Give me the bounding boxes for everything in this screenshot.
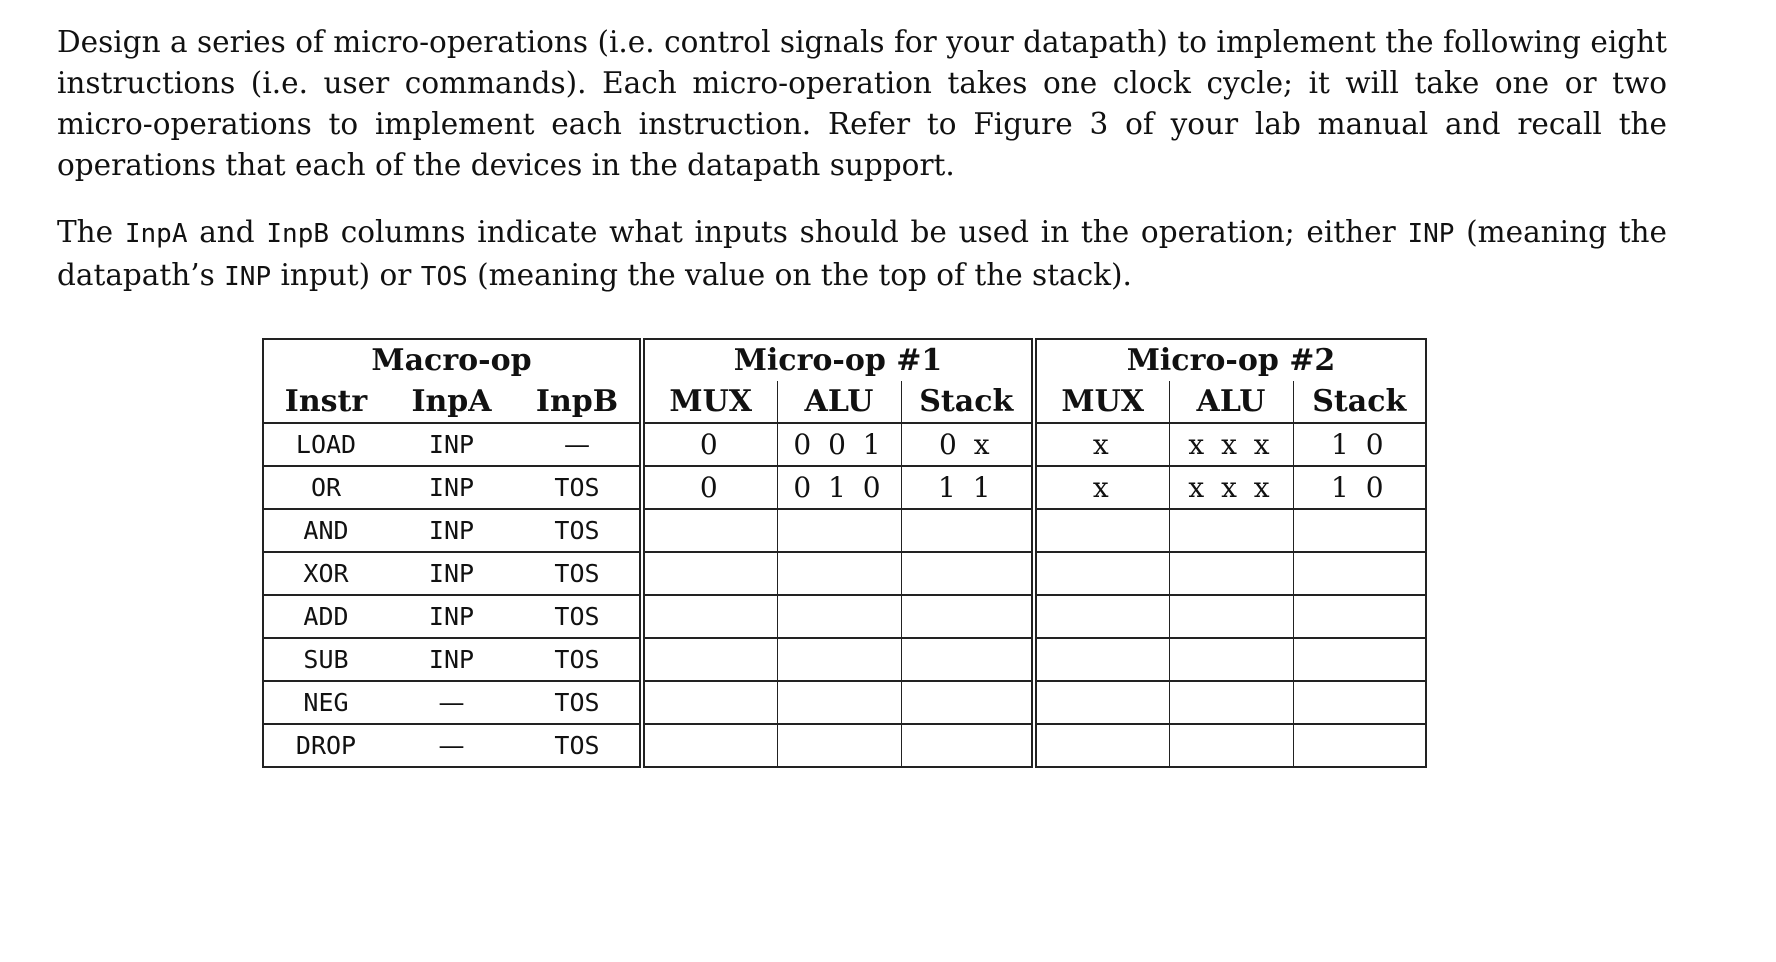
micro-op-table-wrapper (262, 338, 1427, 768)
cell-stack2[interactable] (1293, 509, 1426, 552)
cell-stack1[interactable] (901, 595, 1034, 638)
cell-inpa: INP (388, 595, 515, 638)
cell-mux2[interactable] (1034, 509, 1169, 552)
table-row (263, 466, 1426, 509)
cell-inpb: TOS (515, 466, 642, 509)
cell-inpa: INP (388, 423, 515, 466)
table-row (263, 423, 1426, 466)
cell-alu2[interactable] (1169, 638, 1293, 681)
cell-instr: DROP (263, 724, 388, 767)
cell-alu1[interactable] (777, 595, 901, 638)
code-inp: INP (1407, 219, 1455, 249)
table-row (263, 552, 1426, 595)
text-segment: input) or (271, 258, 421, 292)
cell-mux1[interactable] (642, 681, 777, 724)
cell-stack1[interactable] (901, 638, 1034, 681)
cell-mux2[interactable] (1034, 724, 1169, 767)
cell-stack2[interactable] (1293, 724, 1426, 767)
col-header-inpb: InpB (535, 384, 619, 419)
group-header-row (263, 339, 1426, 381)
cell-alu2: x x x (1169, 466, 1293, 509)
cell-mux1[interactable] (642, 552, 777, 595)
cell-mux1[interactable] (642, 638, 777, 681)
table-row (263, 681, 1426, 724)
col-header-stack1: Stack (901, 381, 1034, 423)
cell-alu2[interactable] (1169, 724, 1293, 767)
col-header-inpa: InpA (411, 384, 492, 419)
cell-alu1[interactable] (777, 681, 901, 724)
cell-inpa: INP (388, 509, 515, 552)
cell-stack2[interactable] (1293, 638, 1426, 681)
cell-stack2[interactable] (1293, 681, 1426, 724)
cell-stack2[interactable] (1293, 595, 1426, 638)
cell-alu2[interactable] (1169, 509, 1293, 552)
document-body (57, 22, 1667, 298)
cell-instr: NEG (263, 681, 388, 724)
cell-alu2: x x x (1169, 423, 1293, 466)
cell-stack2: 1 0 (1293, 423, 1426, 466)
cell-instr: LOAD (263, 423, 388, 466)
cell-stack2[interactable] (1293, 552, 1426, 595)
cell-alu2[interactable] (1169, 552, 1293, 595)
cell-instr: AND (263, 509, 388, 552)
cell-alu2[interactable] (1169, 595, 1293, 638)
cell-inpb: TOS (515, 638, 642, 681)
cell-mux2: x (1034, 466, 1169, 509)
column-header-row (263, 381, 1426, 423)
cell-mux1[interactable] (642, 595, 777, 638)
code-tos: TOS (420, 262, 468, 292)
table-row (263, 595, 1426, 638)
cell-instr: ADD (263, 595, 388, 638)
cell-mux1: 0 (642, 423, 777, 466)
text-segment: (meaning the datapath’s (57, 215, 1668, 292)
cell-alu1: 0 1 0 (777, 466, 901, 509)
cell-inpb: TOS (515, 681, 642, 724)
text-segment: (meaning the value on the top of the stack). (467, 258, 1132, 292)
cell-stack1[interactable] (901, 681, 1034, 724)
cell-alu1[interactable] (777, 552, 901, 595)
code-inpa: InpA (124, 219, 188, 249)
cell-stack1[interactable] (901, 552, 1034, 595)
cell-mux2[interactable] (1034, 552, 1169, 595)
group-header-macro-op: Macro-op (263, 339, 642, 381)
cell-stack1[interactable] (901, 509, 1034, 552)
cell-inpa: INP (388, 638, 515, 681)
col-header-stack2: Stack (1293, 381, 1426, 423)
cell-inpb: — (515, 423, 642, 466)
cell-instr: OR (263, 466, 388, 509)
cell-mux1: 0 (642, 466, 777, 509)
col-header-mux2: MUX (1034, 381, 1169, 423)
text-segment: The (57, 215, 125, 249)
cell-inpb: TOS (515, 509, 642, 552)
inputs-paragraph (57, 212, 1667, 298)
cell-mux1[interactable] (642, 509, 777, 552)
text-segment: columns indicate what inputs should be used in the operation; either (329, 215, 1408, 249)
cell-inpa: INP (388, 466, 515, 509)
text-segment: and (187, 215, 267, 249)
instructions-paragraph: Design a series of micro-operations (i.e. control signals for your datapath) to implement the following eight instructions (i.e. user commands). Each micro-operation takes one clock cycle; it will take one or two micro-operations to implement each instruction. Refer to Figure 3 of your lab manual and recall the operations that each of the devices in the datapath support. (57, 25, 1667, 182)
cell-inpa: — (388, 681, 515, 724)
cell-instr: XOR (263, 552, 388, 595)
cell-inpb: TOS (515, 595, 642, 638)
micro-op-table (262, 338, 1427, 768)
cell-mux2[interactable] (1034, 638, 1169, 681)
cell-stack1: 1 1 (901, 466, 1034, 509)
table-row (263, 638, 1426, 681)
group-header-micro-op-2: Micro-op #2 (1034, 339, 1426, 381)
cell-mux2: x (1034, 423, 1169, 466)
col-header-alu2: ALU (1169, 381, 1293, 423)
cell-alu1[interactable] (777, 724, 901, 767)
cell-stack1[interactable] (901, 724, 1034, 767)
cell-alu2[interactable] (1169, 681, 1293, 724)
col-header-alu1: ALU (777, 381, 901, 423)
cell-inpb: TOS (515, 724, 642, 767)
cell-inpa: — (388, 724, 515, 767)
group-header-micro-op-1: Micro-op #1 (642, 339, 1034, 381)
cell-inpa: INP (388, 552, 515, 595)
cell-alu1[interactable] (777, 638, 901, 681)
cell-inpb: TOS (515, 552, 642, 595)
cell-alu1[interactable] (777, 509, 901, 552)
cell-mux2[interactable] (1034, 681, 1169, 724)
table-row (263, 724, 1426, 767)
cell-instr: SUB (263, 638, 388, 681)
cell-stack2: 1 0 (1293, 466, 1426, 509)
code-inpb: InpB (266, 219, 330, 249)
cell-mux2[interactable] (1034, 595, 1169, 638)
code-inp: INP (224, 262, 272, 292)
table-row (263, 509, 1426, 552)
col-header-instr: Instr (263, 381, 388, 423)
col-header-mux1: MUX (642, 381, 777, 423)
cell-mux1[interactable] (642, 724, 777, 767)
cell-stack1: 0 x (901, 423, 1034, 466)
cell-alu1: 0 0 1 (777, 423, 901, 466)
